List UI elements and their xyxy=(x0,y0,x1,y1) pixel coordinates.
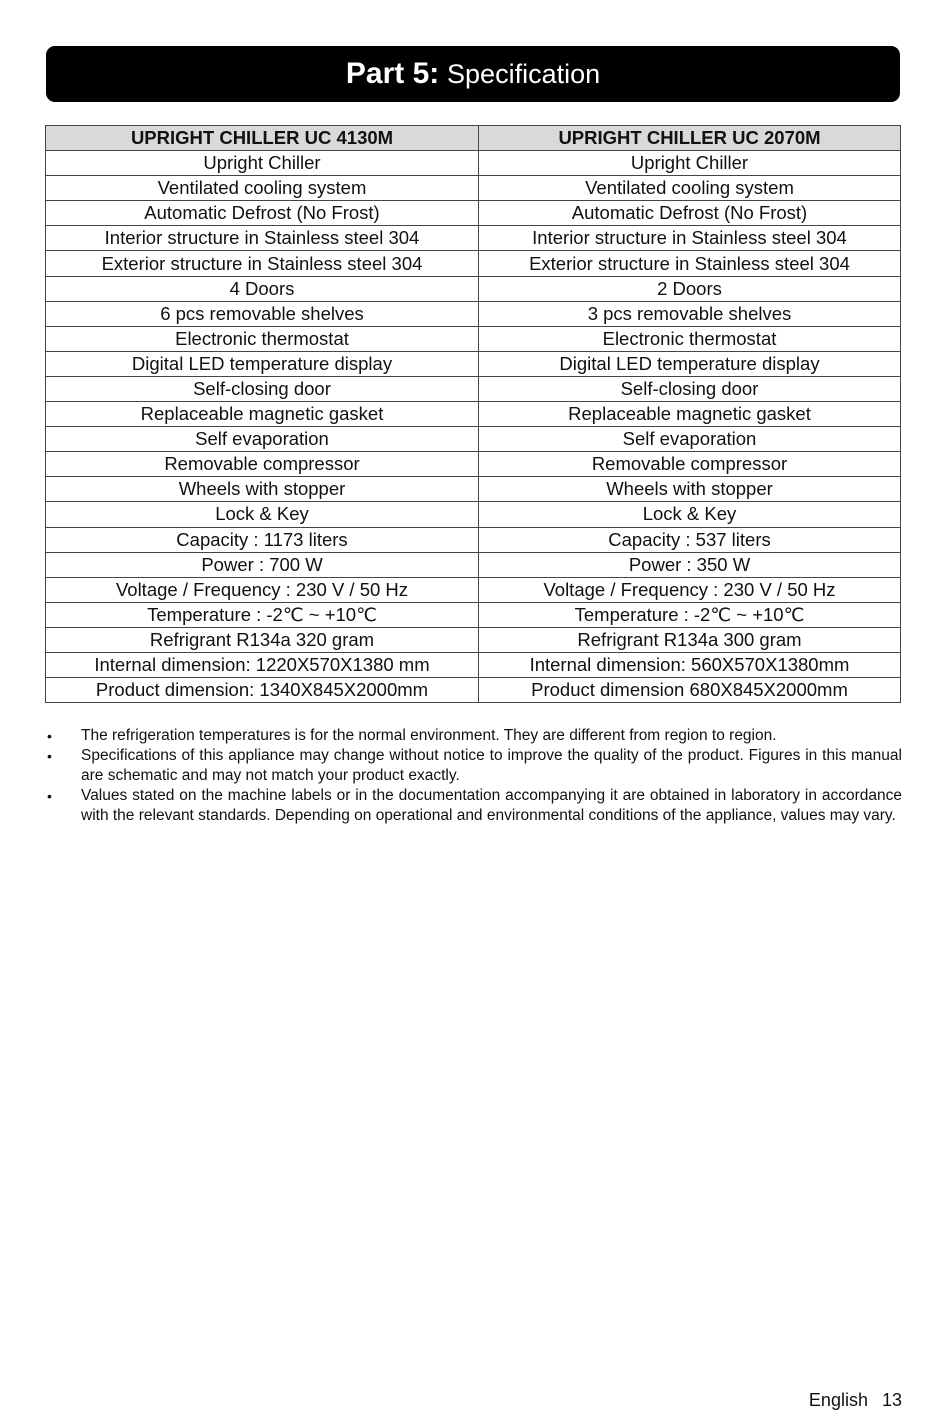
table-row xyxy=(46,251,901,276)
table-row xyxy=(46,502,901,527)
table-cell: Digital LED temperature display xyxy=(479,351,901,376)
column-header: UPRIGHT CHILLER UC 4130M xyxy=(46,126,479,151)
table-cell: Removable compressor xyxy=(479,452,901,477)
footer-language: English xyxy=(808,1390,868,1410)
table-cell: 2 Doors xyxy=(479,276,901,301)
table-cell: Capacity : 537 liters xyxy=(479,527,901,552)
note-text: The refrigeration temperatures is for the normal environment. They are different from region to region. xyxy=(81,727,777,744)
bullet-icon: • xyxy=(47,748,52,764)
table-row xyxy=(46,301,901,326)
table-cell: Removable compressor xyxy=(46,452,479,477)
table-cell: Automatic Defrost (No Frost) xyxy=(479,201,901,226)
table-cell: Product dimension 680X845X2000mm xyxy=(479,678,901,703)
table-cell: Ventilated cooling system xyxy=(479,176,901,201)
table-cell: Self-closing door xyxy=(46,376,479,401)
specification-table xyxy=(45,125,901,703)
table-row xyxy=(46,627,901,652)
table-row xyxy=(46,577,901,602)
table-cell: 4 Doors xyxy=(46,276,479,301)
table-row xyxy=(46,402,901,427)
table-cell: Internal dimension: 560X570X1380mm xyxy=(479,652,901,677)
part-label: Part 5: xyxy=(345,57,440,90)
table-row xyxy=(46,376,901,401)
table-cell: Electronic thermostat xyxy=(479,326,901,351)
table-cell: Self evaporation xyxy=(479,427,901,452)
table-row xyxy=(46,552,901,577)
table-cell: Refrigrant R134a 300 gram xyxy=(479,627,901,652)
table-row xyxy=(46,477,901,502)
table-row xyxy=(46,276,901,301)
table-cell: Upright Chiller xyxy=(46,151,479,176)
table-cell: Internal dimension: 1220X570X1380 mm xyxy=(46,652,479,677)
table-row xyxy=(46,652,901,677)
table-cell: Temperature : -2℃ ~ +10℃ xyxy=(479,602,901,627)
table-cell: Power : 700 W xyxy=(46,552,479,577)
table-body xyxy=(46,151,901,703)
bullet-icon: • xyxy=(47,788,52,804)
table-cell: Temperature : -2℃ ~ +10℃ xyxy=(46,602,479,627)
table-cell: Self-closing door xyxy=(479,376,901,401)
section-title-bar xyxy=(46,46,900,102)
table-cell: Interior structure in Stainless steel 304 xyxy=(479,226,901,251)
table-cell: Interior structure in Stainless steel 304 xyxy=(46,226,479,251)
table-cell: Automatic Defrost (No Frost) xyxy=(46,201,479,226)
table-cell: Electronic thermostat xyxy=(46,326,479,351)
note-item xyxy=(45,786,902,826)
table-cell: Self evaporation xyxy=(46,427,479,452)
table-cell: Lock & Key xyxy=(46,502,479,527)
table-row xyxy=(46,226,901,251)
table-row xyxy=(46,527,901,552)
table-cell: Lock & Key xyxy=(479,502,901,527)
section-title: Specification xyxy=(447,59,601,89)
table-cell: Voltage / Frequency : 230 V / 50 Hz xyxy=(479,577,901,602)
note-text: Values stated on the machine labels or in the documentation accompanying it are obtained in laboratory in accordance with the relevant standards. Depending on operational and environmental conditions of the appliance, values may vary. xyxy=(81,787,902,824)
table-cell: Exterior structure in Stainless steel 304 xyxy=(46,251,479,276)
table-cell: Upright Chiller xyxy=(479,151,901,176)
table-row xyxy=(46,351,901,376)
page-number: 13 xyxy=(881,1390,902,1410)
note-item xyxy=(45,726,902,746)
table-header-row xyxy=(46,126,901,151)
page-footer xyxy=(809,1390,902,1411)
table-row xyxy=(46,427,901,452)
table-row xyxy=(46,151,901,176)
bullet-icon: • xyxy=(47,728,52,744)
table-cell: Digital LED temperature display xyxy=(46,351,479,376)
table-cell: Ventilated cooling system xyxy=(46,176,479,201)
note-item xyxy=(45,746,902,786)
table-cell: Wheels with stopper xyxy=(46,477,479,502)
table-cell: Voltage / Frequency : 230 V / 50 Hz xyxy=(46,577,479,602)
column-header: UPRIGHT CHILLER UC 2070M xyxy=(479,126,901,151)
table-cell: Product dimension: 1340X845X2000mm xyxy=(46,678,479,703)
table-row xyxy=(46,678,901,703)
table-row xyxy=(46,602,901,627)
table-cell: Capacity : 1173 liters xyxy=(46,527,479,552)
note-text: Specifications of this appliance may change without notice to improve the quality of the product. Figures in this manual are schematic and may not match your product exactly. xyxy=(81,747,902,784)
table-cell: 3 pcs removable shelves xyxy=(479,301,901,326)
table-cell: Replaceable magnetic gasket xyxy=(479,402,901,427)
table-cell: Power : 350 W xyxy=(479,552,901,577)
table-cell: 6 pcs removable shelves xyxy=(46,301,479,326)
table-row xyxy=(46,201,901,226)
table-cell: Exterior structure in Stainless steel 304 xyxy=(479,251,901,276)
table-cell: Wheels with stopper xyxy=(479,477,901,502)
table-cell: Refrigrant R134a 320 gram xyxy=(46,627,479,652)
table-row xyxy=(46,326,901,351)
table-row xyxy=(46,176,901,201)
table-row xyxy=(46,452,901,477)
table-cell: Replaceable magnetic gasket xyxy=(46,402,479,427)
notes-list xyxy=(45,726,902,826)
